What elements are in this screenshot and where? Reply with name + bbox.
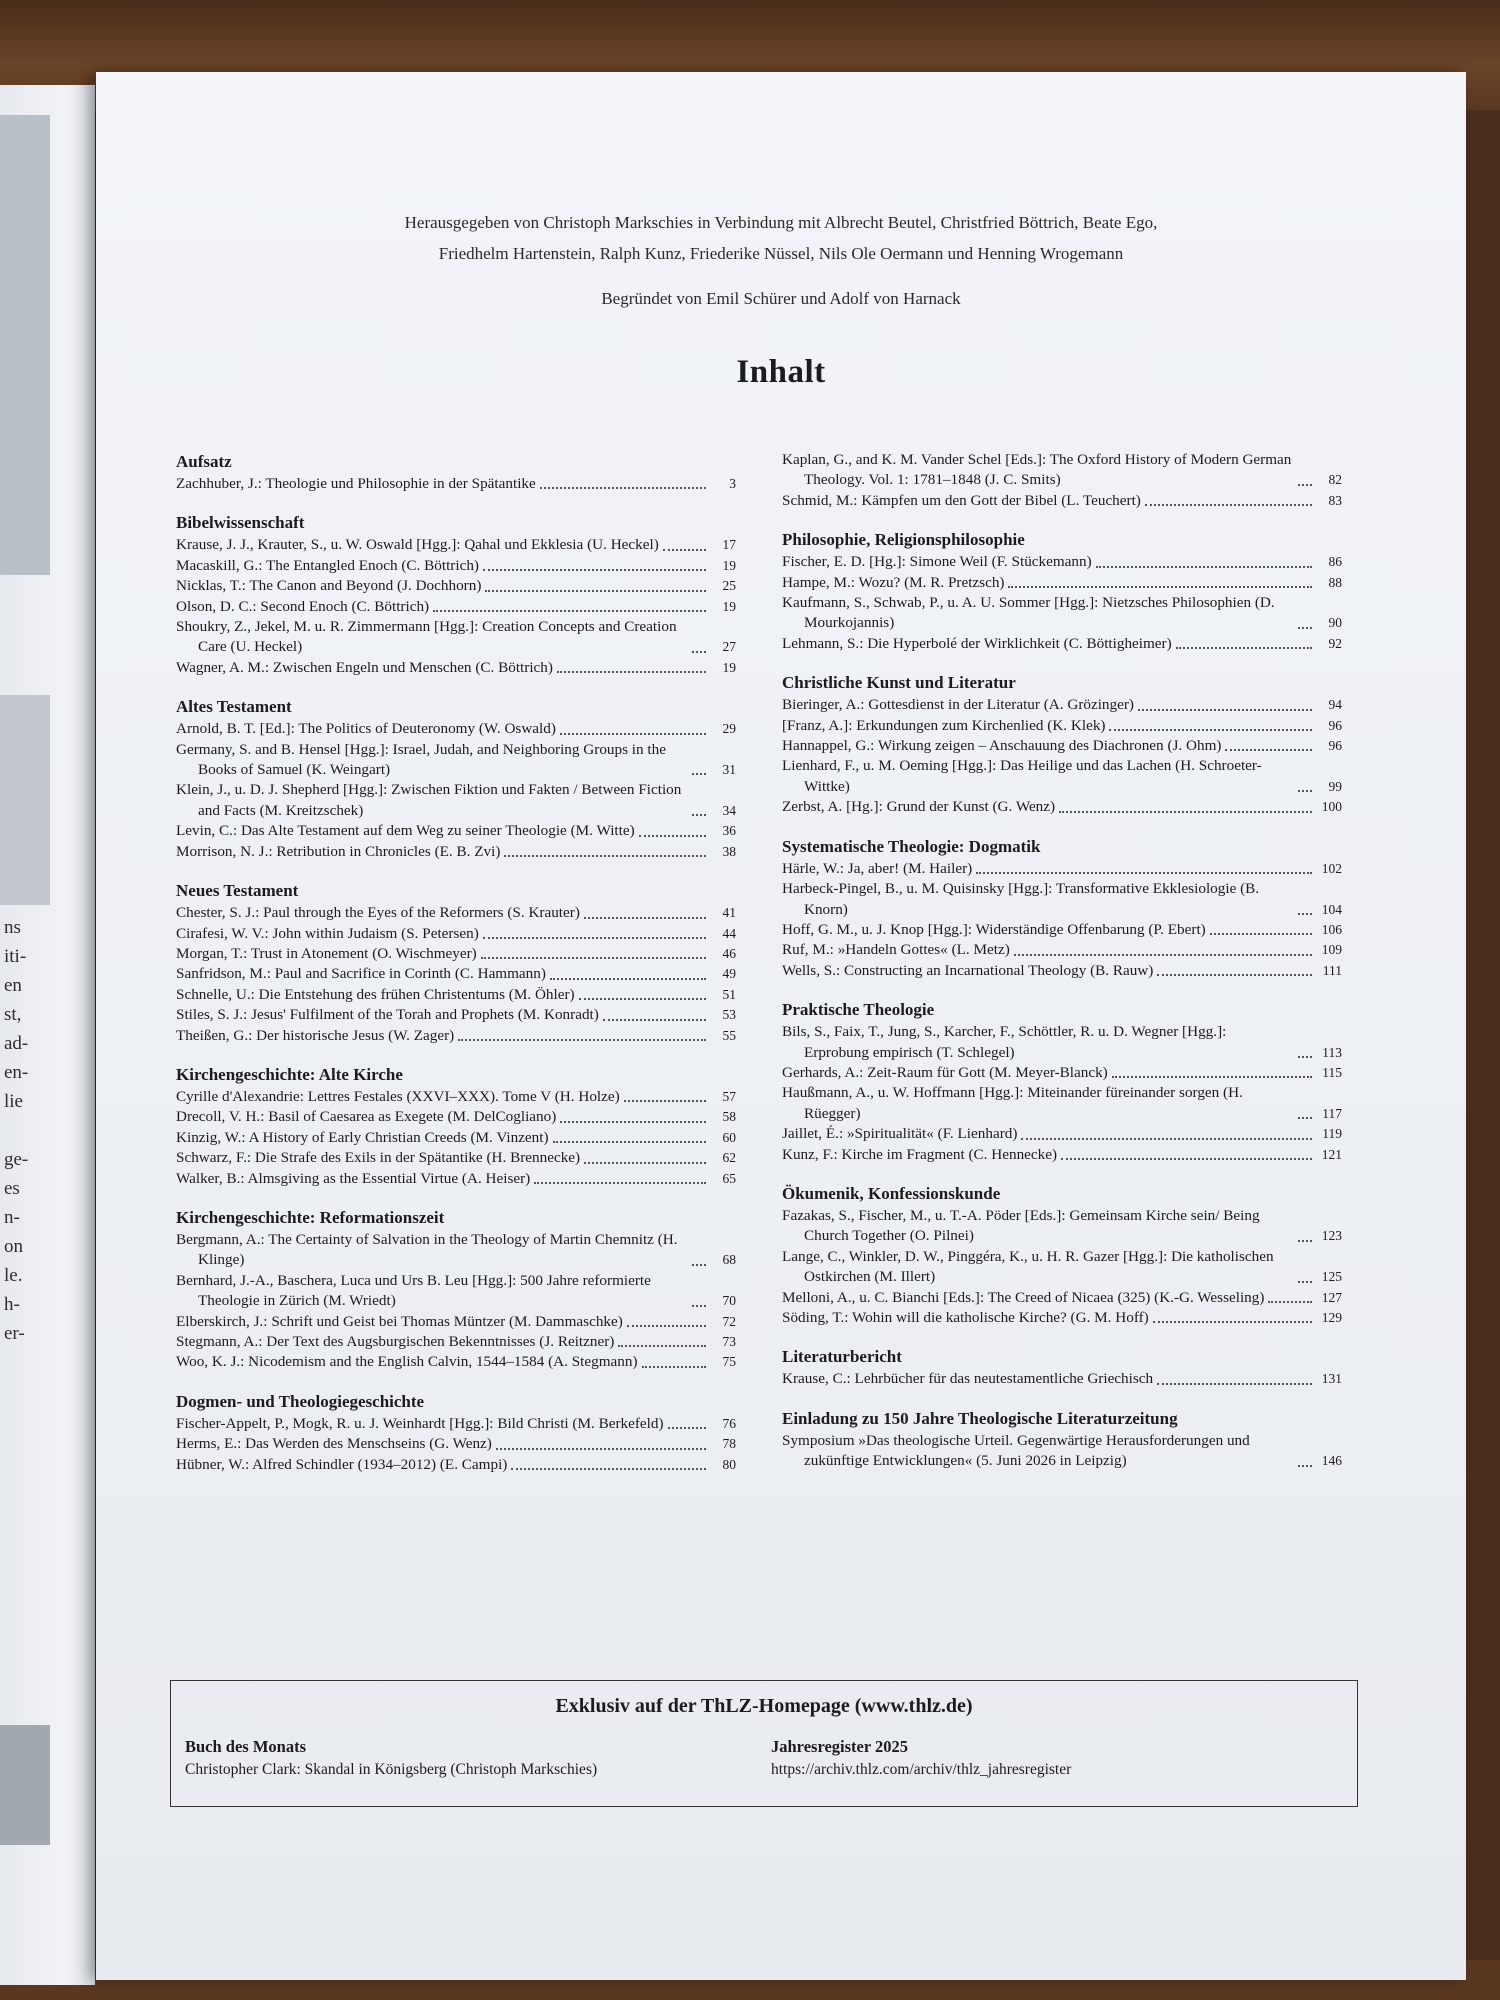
toc-section-title: Aufsatz: [176, 452, 232, 471]
toc-entry-text: Hannappel, G.: Wirkung zeigen – Anschauung des Diachronen (J. Ohm): [782, 737, 1222, 755]
dot-leader: [550, 978, 706, 980]
toc-entry: [782, 491, 1342, 511]
toc-section: [176, 450, 736, 494]
toc-entry-text: Kinzig, W.: A History of Early Christian Creeds (M. Vinzent): [176, 1128, 549, 1146]
toc-entry-text: Jaillet, É.: »Spiritualität« (F. Lienhard): [782, 1125, 1018, 1143]
toc-entry: [176, 944, 736, 964]
dot-leader: [1176, 647, 1312, 649]
toc-entry: [176, 1455, 736, 1475]
toc-entry-text: Stiles, S. J.: Jesus' Fulfilment of the Torah and Prophets (M. Konradt): [176, 1006, 599, 1024]
toc-entry-page: 96: [1328, 717, 1342, 733]
toc-entry: [176, 1169, 736, 1189]
toc-section-title: Altes Testament: [176, 697, 292, 717]
toc-entry-text: Wells, S.: Constructing an Incarnational Theology (B. Rauw): [782, 961, 1154, 979]
dot-leader: [458, 1039, 706, 1041]
toc-entry-page: 80: [722, 1456, 736, 1472]
toc-section-title: Kirchengeschichte: Alte Kirche: [176, 1064, 403, 1084]
dot-leader: [553, 1141, 706, 1143]
toc-entry-text: Levin, C.: Das Alte Testament auf dem Weg zu seiner Theologie (M. Witte): [176, 822, 635, 840]
editors-line-2: Friedhelm Hartenstein, Ralph Kunz, Friederike Nüssel, Nils Ole Oermann und Henning Wrogemann: [438, 244, 1124, 263]
toc-entry-text: Wagner, A. M.: Zwischen Engeln und Menschen (C. Böttrich): [176, 658, 553, 676]
toc-section: [176, 1206, 736, 1373]
dot-leader: [1096, 566, 1312, 568]
dot-leader: [496, 1448, 706, 1450]
toc-entry-page: 111: [1322, 962, 1342, 978]
toc-entry-page: 53: [722, 1007, 736, 1023]
book-of-month-label: Buch des Monats: [185, 1737, 307, 1756]
toc-entry-text: Zachhuber, J.: Theologie und Philosophie in der Spätantike: [176, 475, 536, 492]
toc-entry-text: Lange, C., Winkler, D. W., Pinggéra, K., u. H. R. Gazer [Hgg.]: Die katholischen Ostkirchen (M. Illert): [782, 1247, 1274, 1286]
toc-entry: [782, 797, 1342, 817]
toc-section: [782, 1407, 1342, 1472]
dot-leader: [557, 671, 706, 673]
toc-entry-page: 106: [1321, 921, 1342, 937]
dot-leader: [485, 590, 706, 592]
toc-entry-page: 62: [722, 1150, 736, 1166]
toc-entry-text: Drecoll, V. H.: Basil of Caesarea as Exegete (M. DelCogliano): [176, 1108, 557, 1126]
toc-entry-text: Theißen, G.: Der historische Jesus (W. Zager): [176, 1026, 455, 1044]
toc-entry: [782, 1145, 1342, 1165]
toc-entry: [782, 634, 1342, 654]
dot-leader: [1298, 1465, 1312, 1467]
toc-section: [782, 528, 1342, 654]
toc-entry-page: 86: [1328, 554, 1342, 570]
toc-entry: [782, 879, 1342, 920]
toc-entry: [176, 658, 736, 678]
toc-entry-page: 119: [1322, 1126, 1342, 1142]
toc-entry-page: 102: [1321, 860, 1342, 876]
dot-leader: [483, 937, 706, 939]
dot-leader: [1298, 484, 1312, 486]
dot-leader: [584, 917, 706, 919]
toc-entry-text: Hampe, M.: Wozu? (M. R. Pretzsch): [782, 573, 1005, 591]
toc-entry-text: Söding, T.: Wohin will die katholische Kirche? (G. M. Hoff): [782, 1309, 1149, 1326]
dot-leader: [663, 549, 706, 551]
toc-entry-page: 17: [722, 537, 736, 553]
dot-leader: [692, 1264, 706, 1266]
toc-section: [176, 695, 736, 862]
dot-leader: [1268, 1301, 1312, 1303]
toc-entry-text: Gerhards, A.: Zeit-Raum für Gott (M. Meyer-Blanck): [782, 1063, 1108, 1081]
toc-entry-page: 65: [722, 1170, 736, 1186]
toc-entry-page: 34: [722, 802, 736, 818]
editors-credit: [96, 207, 1466, 269]
toc-entry-page: 127: [1321, 1289, 1342, 1305]
toc-entry-page: 94: [1328, 697, 1342, 713]
dot-leader: [1138, 709, 1312, 711]
toc-entry: [176, 576, 736, 596]
toc-entry: [782, 450, 1342, 491]
toc-entry: [782, 1288, 1342, 1308]
toc-entry-text: Kaplan, G., and K. M. Vander Schel [Eds.]: The Oxford History of Modern German Theology. Vol. 1: 1781–1848 (J. C. Smits): [782, 451, 1292, 489]
toc-entry-page: 25: [722, 578, 736, 594]
dot-leader: [1112, 1076, 1312, 1078]
toc-entry-text: Harbeck-Pingel, B., u. M. Quisinsky [Hgg.]: Transformative Ekklesiologie (B. Knorn): [782, 880, 1260, 918]
toc-entry-text: Schnelle, U.: Die Entstehung des frühen Christentums (M. Öhler): [176, 985, 575, 1003]
toc-entry: [782, 1431, 1342, 1472]
toc-entry-page: 109: [1321, 942, 1342, 958]
toc-section: [782, 671, 1342, 817]
dot-leader: [1298, 1117, 1312, 1119]
toc-entry: [782, 920, 1342, 940]
toc-entry-text: Bergmann, A.: The Certainty of Salvation in the Theology of Martin Chemnitz (H. Klinge): [176, 1230, 678, 1269]
toc-entry-text: Kunz, F.: Kirche im Fragment (C. Hennecke): [782, 1145, 1058, 1163]
toc-entry: [782, 552, 1342, 572]
toc-entry-page: 96: [1328, 738, 1342, 754]
toc-entry-text: Cyrille d'Alexandrie: Lettres Festales (XXVI–XXX). Tome V (H. Holze): [176, 1087, 620, 1105]
toc-entry-text: Fischer-Appelt, P., Mogk, R. u. J. Weinhardt [Hgg.]: Bild Christi (M. Berkefeld): [176, 1414, 664, 1432]
dot-leader: [618, 1345, 706, 1347]
toc-entry: [782, 1247, 1342, 1288]
toc-entry-page: 90: [1328, 615, 1342, 631]
toc-entry: [176, 1352, 736, 1372]
annual-index-link[interactable]: https://archiv.thlz.com/archiv/thlz_jahresregister: [771, 1761, 1072, 1778]
toc-entry-page: 68: [722, 1252, 736, 1268]
dot-leader: [1157, 974, 1312, 976]
toc-entry: [782, 1083, 1342, 1124]
book-of-month: [185, 1735, 597, 1781]
toc-entry-page: 115: [1322, 1064, 1342, 1080]
toc-section-title: Systematische Theologie: Dogmatik: [782, 836, 1041, 856]
dot-leader: [1298, 790, 1312, 792]
toc-entry: [176, 924, 736, 944]
toc-section-title: Literaturbericht: [782, 1347, 902, 1367]
toc-entry-page: 51: [722, 986, 736, 1002]
dot-leader: [579, 998, 706, 1000]
toc-entry-text: Elberskirch, J.: Schrift und Geist bei Thomas Müntzer (M. Dammaschke): [176, 1312, 623, 1330]
toc-entry: [782, 736, 1342, 756]
dot-leader: [540, 487, 706, 489]
dot-leader: [483, 569, 706, 571]
dot-leader: [1014, 954, 1312, 956]
toc-entry: [782, 859, 1342, 879]
toc-entry: [176, 1414, 736, 1434]
dot-leader: [584, 1162, 706, 1164]
toc-entry: [176, 617, 736, 658]
toc-entry: [176, 821, 736, 841]
toc-entry-text: Schwarz, F.: Die Strafe des Exils in der Spätantike (H. Brennecke): [176, 1149, 581, 1167]
toc-section: [176, 511, 736, 678]
annual-index-label: Jahresregister 2025: [771, 1737, 909, 1756]
dot-leader: [976, 872, 1312, 874]
toc-entry-page: 76: [722, 1415, 736, 1431]
contents-page: [96, 72, 1466, 1980]
toc-entry-page: 131: [1321, 1371, 1342, 1387]
page-title: Inhalt: [736, 354, 826, 390]
toc-entry-text: Hübner, W.: Alfred Schindler (1934–2012) (E. Campi): [176, 1455, 508, 1473]
toc-entry-text: Zerbst, A. [Hg.]: Grund der Kunst (G. Wenz): [782, 798, 1056, 816]
toc-entry-text: Haußmann, A., u. W. Hoffmann [Hgg.]: Miteinander füreinander sorgen (H. Rüegger): [782, 1084, 1243, 1122]
toc-entry-page: 31: [722, 762, 736, 778]
dot-leader: [627, 1325, 706, 1327]
toc-entry-text: Sanfridson, M.: Paul and Sacrifice in Corinth (C. Hammann): [176, 965, 546, 983]
toc-entry-text: Schmid, M.: Kämpfen um den Gott der Bibel (L. Teuchert): [782, 491, 1141, 509]
toc-entry-text: Germany, S. and B. Hensel [Hgg.]: Israel, Judah, and Neighboring Groups in the Books of Samuel (K. Weingart): [176, 740, 666, 779]
toc-entry: [782, 1369, 1342, 1389]
toc-entry-page: 58: [722, 1109, 736, 1125]
toc-entry-text: Morgan, T.: Trust in Atonement (O. Wischmeyer): [176, 944, 477, 962]
toc-entry-text: Bils, S., Faix, T., Jung, S., Karcher, F., Schöttler, R. u. D. Wegner [Hgg.]: Erprobung empirisch (T. Schlegel): [782, 1023, 1227, 1061]
toc-entry-page: 41: [722, 905, 736, 921]
toc-entry-text: Woo, K. J.: Nicodemism and the English Calvin, 1544–1584 (A. Stegmann): [176, 1353, 638, 1371]
dot-leader: [1145, 504, 1312, 506]
toc-entry: [782, 695, 1342, 715]
toc-section-title: Christliche Kunst und Literatur: [782, 673, 1016, 693]
toc-section: [782, 1345, 1342, 1389]
toc-entry-text: Lienhard, F., u. M. Oeming [Hgg.]: Das Heilige und das Lachen (H. Schroeter-Wittke): [782, 757, 1262, 795]
toc-entry-page: 57: [722, 1088, 736, 1104]
toc-entry: [782, 1022, 1342, 1063]
toc-entry-text: Lehmann, S.: Die Hyperbolé der Wirklichkeit (C. Böttigheimer): [782, 634, 1172, 652]
toc-entry: [176, 842, 736, 862]
homepage-box-title: Exklusiv auf der ThLZ-Homepage (www.thlz.de): [555, 1695, 973, 1717]
toc-section-title: Philosophie, Religionsphilosophie: [782, 530, 1025, 550]
dot-leader: [1153, 1321, 1312, 1323]
dot-leader: [1157, 1383, 1312, 1385]
toc-entry-text: Cirafesi, W. V.: John within Judaism (S. Petersen): [176, 924, 479, 942]
toc-entry-text: Herms, E.: Das Werden des Menschseins (G. Wenz): [176, 1435, 492, 1453]
dot-leader: [1008, 586, 1312, 588]
toc-entry: [782, 940, 1342, 960]
toc-entry: [782, 1206, 1342, 1247]
left-page-edge: [0, 85, 95, 1985]
annual-index: [771, 1735, 1071, 1781]
toc-entry: [176, 474, 736, 494]
toc-entry-page: 82: [1328, 472, 1342, 488]
toc-entry-page: 49: [722, 966, 736, 982]
toc-entry-page: 29: [722, 721, 736, 737]
toc-entry-page: 99: [1328, 778, 1342, 794]
toc-entry-text: Shoukry, Z., Jekel, M. u. R. Zimmermann [Hgg.]: Creation Concepts and Creation Care (U. Heckel): [176, 618, 677, 656]
dot-leader: [1298, 1056, 1312, 1058]
toc-entry: [176, 1087, 736, 1107]
toc-entry: [176, 1230, 736, 1271]
toc-entry: [782, 593, 1342, 634]
toc-entry-page: 55: [722, 1027, 736, 1043]
toc-section: [782, 998, 1342, 1165]
toc-entry: [176, 1128, 736, 1148]
dot-leader: [511, 1468, 706, 1470]
toc-entry: [176, 719, 736, 739]
toc-entry-page: 46: [722, 945, 736, 961]
toc-section-title: Praktische Theologie: [782, 1000, 935, 1020]
toc-section: [782, 450, 1342, 511]
toc-entry-page: 75: [722, 1354, 736, 1370]
dot-leader: [1109, 729, 1312, 731]
dot-leader: [603, 1019, 706, 1021]
toc-section-title: Einladung zu 150 Jahre Theologische Literaturzeitung: [782, 1408, 1178, 1428]
dot-leader: [1061, 1158, 1312, 1160]
toc-entry-page: 70: [722, 1293, 736, 1309]
toc-entry-text: Stegmann, A.: Der Text des Augsburgischen Bekenntnisses (J. Reitzner): [176, 1333, 615, 1350]
toc-entry: [782, 961, 1342, 981]
toc-entry: [176, 1026, 736, 1046]
toc-entry-page: 38: [722, 843, 736, 859]
dot-leader: [692, 773, 706, 775]
toc-entry-page: 121: [1321, 1146, 1342, 1162]
toc-entry: [176, 1434, 736, 1454]
toc-entry-page: 104: [1321, 901, 1342, 917]
toc-entry-page: 113: [1322, 1044, 1342, 1060]
left-page-band: [0, 695, 50, 905]
toc-section-title: Kirchengeschichte: Reformationszeit: [176, 1207, 445, 1227]
dot-leader: [1225, 749, 1312, 751]
toc-entry-page: 123: [1321, 1228, 1342, 1244]
toc-entry-page: 44: [722, 925, 736, 941]
toc-entry: [782, 1308, 1342, 1328]
toc-entry-page: 78: [722, 1436, 736, 1452]
dot-leader: [692, 1305, 706, 1307]
dot-leader: [1021, 1138, 1312, 1140]
toc-entry-text: Arnold, B. T. [Ed.]: The Politics of Deuteronomy (W. Oswald): [176, 720, 556, 738]
toc-entry: [176, 780, 736, 821]
dot-leader: [1210, 933, 1312, 935]
toc-entry-text: Chester, S. J.: Paul through the Eyes of the Reformers (S. Krauter): [176, 904, 580, 922]
toc-entry-page: 129: [1321, 1310, 1342, 1325]
left-page-band: [0, 115, 50, 575]
dot-leader: [1298, 1281, 1312, 1283]
dot-leader: [504, 855, 706, 857]
toc-entry: [176, 1271, 736, 1312]
dot-leader: [560, 1121, 706, 1123]
dot-leader: [433, 610, 706, 612]
toc-entry-text: Ruf, M.: »Handeln Gottes« (L. Metz): [782, 941, 1010, 959]
toc-entry-text: Hoff, G. M., u. J. Knop [Hgg.]: Widerständige Offenbarung (P. Ebert): [782, 920, 1206, 938]
toc-entry-page: 19: [722, 659, 736, 675]
dot-leader: [1059, 811, 1312, 813]
toc-entry: [176, 1107, 736, 1127]
toc-entry: [176, 1332, 736, 1352]
toc-left-column: [176, 450, 736, 1492]
toc-entry-page: 146: [1321, 1453, 1342, 1469]
dot-leader: [692, 814, 706, 816]
left-page-text-fragments: ns iti- en st, ad- en- lie ge- es n- on le. h- er-: [4, 917, 29, 1344]
toc-entry: [176, 597, 736, 617]
founders-credit: Begründet von Emil Schürer und Adolf von Harnack: [601, 289, 961, 308]
dot-leader: [692, 651, 706, 653]
toc-section: [782, 1182, 1342, 1328]
toc-entry: [176, 1148, 736, 1168]
dot-leader: [668, 1427, 706, 1429]
toc-entry-page: 83: [1328, 492, 1342, 508]
toc-entry: [782, 573, 1342, 593]
toc-entry-page: 88: [1328, 574, 1342, 590]
toc-entry-text: Kaufmann, S., Schwab, P., u. A. U. Sommer [Hgg.]: Nietzsches Philosophien (D. Mourkojannis): [782, 594, 1275, 632]
toc-entry-text: Melloni, A., u. C. Bianchi [Eds.]: The Creed of Nicaea (325) (K.-G. Wesseling): [782, 1288, 1265, 1306]
toc-section: [176, 1390, 736, 1475]
toc-entry: [176, 556, 736, 576]
toc-entry-text: Krause, J. J., Krauter, S., u. W. Oswald [Hgg.]: Qahal und Ekklesia (U. Heckel): [176, 536, 659, 554]
toc-section: [176, 1063, 736, 1189]
dot-leader: [481, 957, 706, 959]
toc-section-title: Bibelwissenschaft: [176, 513, 305, 533]
book-of-month-text: Christopher Clark: Skandal in Königsberg (Christoph Markschies): [185, 1761, 598, 1778]
homepage-box: [170, 1680, 1358, 1807]
toc-entry-text: Symposium »Das theologische Urteil. Gegenwärtige Herausforderungen und zukünftige Entwicklungen« (5. Juni 2026 in Leipzig): [782, 1431, 1250, 1470]
toc-entry-text: Bieringer, A.: Gottesdienst in der Literatur (A. Grözinger): [782, 696, 1134, 714]
toc-section: [782, 835, 1342, 981]
toc-entry-page: 19: [722, 557, 736, 573]
toc-entry-text: Härle, W.: Ja, aber! (M. Hailer): [782, 859, 973, 877]
toc-right-column: [782, 450, 1342, 1489]
toc-entry: [782, 756, 1342, 797]
toc-entry: [176, 903, 736, 923]
toc-entry: [782, 716, 1342, 736]
dot-leader: [534, 1182, 706, 1184]
toc-entry-text: Fischer, E. D. [Hg.]: Simone Weil (F. Stückemann): [782, 553, 1092, 571]
toc-section-title: Neues Testament: [176, 881, 299, 901]
toc-entry-text: Olson, D. C.: Second Enoch (C. Böttrich): [176, 597, 430, 615]
toc-entry-text: Morrison, N. J.: Retribution in Chronicles (E. B. Zvi): [176, 842, 501, 860]
toc-entry-page: 73: [722, 1334, 736, 1349]
toc-section: [176, 879, 736, 1046]
dot-leader: [642, 1366, 706, 1368]
toc-entry-page: 19: [722, 598, 736, 614]
toc-entry-text: Nicklas, T.: The Canon and Beyond (J. Dochhorn): [176, 577, 482, 595]
toc-entry-text: Klein, J., u. D. J. Shepherd [Hgg.]: Zwischen Fiktion und Fakten / Between Fiction and Facts (M. Kreitzschek): [176, 781, 682, 819]
toc-entry-page: 125: [1321, 1269, 1342, 1285]
toc-entry-text: Bernhard, J.-A., Baschera, Luca und Urs B. Leu [Hgg.]: 500 Jahre reformierte Theologie in Zürich (M. Wriedt): [176, 1271, 651, 1310]
dot-leader: [560, 733, 706, 735]
toc-entry-text: Macaskill, G.: The Entangled Enoch (C. Böttrich): [176, 556, 479, 574]
toc-entry-text: [Franz, A.]: Erkundungen zum Kirchenlied (K. Klek): [782, 716, 1106, 734]
dot-leader: [624, 1100, 706, 1102]
left-page-band: [0, 1725, 50, 1845]
dot-leader: [639, 835, 706, 837]
toc-entry-text: Fazakas, S., Fischer, M., u. T.-A. Pöder [Eds.]: Gemeinsam Kirche sein/ Being Church Together (O. Pilnei): [782, 1206, 1260, 1245]
toc-section-title: Dogmen- und Theologiegeschichte: [176, 1391, 425, 1411]
toc-entry-page: 72: [722, 1313, 736, 1329]
toc-entry: [176, 1005, 736, 1025]
dot-leader: [1298, 913, 1312, 915]
toc-entry-page: 100: [1321, 799, 1342, 815]
toc-entry-page: 3: [729, 476, 736, 491]
toc-entry: [176, 740, 736, 781]
toc-entry: [176, 985, 736, 1005]
toc-entry: [782, 1063, 1342, 1083]
editors-line-1: Herausgegeben von Christoph Markschies in Verbindung mit Albrecht Beutel, Christfried Böttrich, Beate Ego,: [404, 213, 1158, 232]
dot-leader: [1298, 1240, 1312, 1242]
toc-entry-page: 92: [1328, 635, 1342, 651]
toc-entry-page: 27: [722, 639, 736, 655]
toc-entry: [176, 964, 736, 984]
toc-entry-text: Walker, B.: Almsgiving as the Essential Virtue (A. Heiser): [176, 1169, 531, 1187]
toc-section-title: Ökumenik, Konfessionskunde: [782, 1183, 1001, 1203]
toc-entry-text: Krause, C.: Lehrbücher für das neutestamentliche Griechisch: [782, 1370, 1154, 1388]
dot-leader: [1298, 627, 1312, 629]
toc-entry-page: 36: [722, 823, 736, 839]
toc-entry-page: 60: [722, 1129, 736, 1145]
toc-entry: [176, 535, 736, 555]
toc-entry: [782, 1124, 1342, 1144]
toc-entry: [176, 1312, 736, 1332]
toc-entry-page: 117: [1322, 1105, 1342, 1121]
